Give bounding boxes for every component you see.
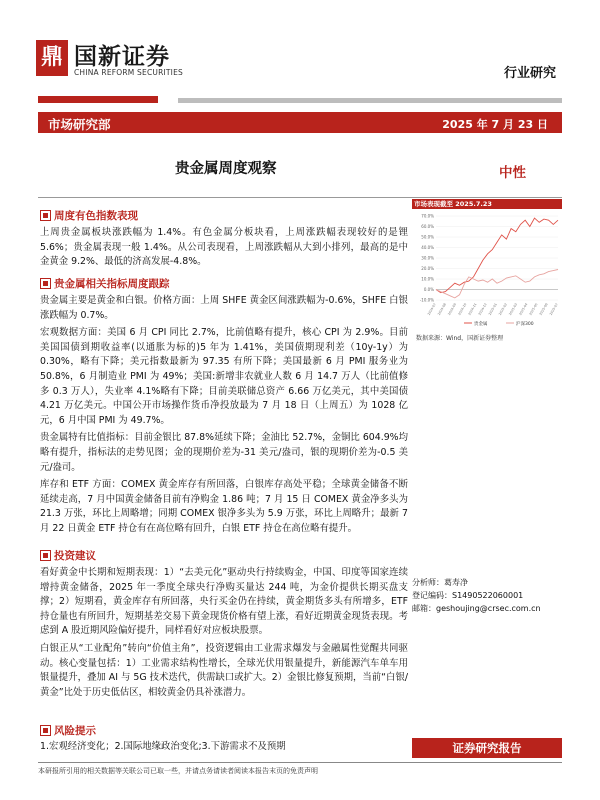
- section-heading: 投资建议: [40, 548, 408, 563]
- header-rule: [178, 98, 562, 103]
- section-marker-icon: [40, 550, 51, 561]
- analyst-email[interactable]: geshoujing@crsec.com.cn: [436, 604, 541, 613]
- y-tick-label: 60.0%: [421, 224, 434, 229]
- department-label: 市场研究部: [48, 117, 111, 132]
- x-tick-label: 2024-09: [447, 302, 458, 317]
- section-marker-icon: [40, 725, 51, 736]
- section-index-performance: [40, 208, 408, 270]
- y-tick-label: -10.0%: [419, 297, 434, 303]
- x-tick-label: 2025-07: [548, 302, 559, 317]
- x-tick-label: 2025-06: [538, 302, 549, 317]
- paragraph: 库存和 ETF 方面：COMEX 黄金库存有所回落，白银库存高处平稳；全球黄金储备不断延续走高，7 月中国黄金储备目前有净购金 1.86 吨；7 月 15 日 COMEX 黄金净多头为 21.3 万张，环比上周略增；同期 COMEX 银净多头为 5.9 万张，环比上周略升；最新 7 月 22 日黄金 ETF 持仓有在高位略有回升，白银 ETF 持仓在高位略有提升。: [40, 479, 408, 534]
- x-tick-label: 2024-08: [436, 302, 448, 317]
- analyst-email-row: 邮箱：geshoujing@crsec.com.cn: [412, 604, 541, 613]
- section-investment-advice: [40, 548, 408, 700]
- market-performance-chart: [412, 210, 562, 328]
- company-logo-mark: 鼎: [36, 40, 68, 76]
- analyst-reg-row: 登记编码：S1490522060001: [412, 591, 524, 600]
- x-tick-label: 2025-02: [497, 302, 509, 317]
- y-tick-label: 40.0%: [421, 245, 434, 250]
- chart-source: 数据来源：Wind，国新证券整理: [416, 335, 504, 342]
- x-tick-label: 2025-01: [487, 302, 498, 317]
- analyst-name-row: 分析师：葛寿净: [412, 578, 468, 587]
- paragraph: 看好黄金中长期和短期表现：1）“去美元化”驱动央行持续购金，中国、印度等国家连续增持黄金储备，2025 年一季度全球央行净购买量达 244 吨，为金价提供长期买盘支撑；2）短期看，黄金库存有所回落，央行买金仍在持续，黄金期货多头有所增多，ETF 持仓量也有所回升，短期基差交易下黄金现货价格有望上涨，看好近期黄金现货表现。考虑到 A 股近期风险偏好提升，同样看好对应板块股票。: [40, 567, 408, 637]
- footer-band: 证券研究报告: [412, 738, 562, 758]
- y-tick-label: 50.0%: [421, 234, 434, 240]
- header-accent-bar: [38, 96, 158, 103]
- rating-badge: 中性: [499, 165, 526, 181]
- x-tick-label: 2024-10: [457, 302, 468, 317]
- analyst-reg-code: S1490522060001: [452, 591, 524, 600]
- section-risk: [40, 723, 408, 755]
- x-tick-label: 2024-11: [467, 302, 478, 317]
- report-date: 2025 年 7 月 23 日: [442, 118, 548, 131]
- company-name-cn: 国新证券: [74, 44, 170, 70]
- y-tick-label: 0.0%: [423, 287, 434, 292]
- y-tick-label: 10.0%: [421, 276, 434, 282]
- chart-caption: 市场表现截至 2025.7.23: [412, 199, 562, 209]
- footer-disclaimer: 本研报所引用的相关数据等关联公司已取一些，并请点务请读者阅读本报告末页的免责声明: [38, 767, 318, 775]
- x-tick-label: 2025-04: [518, 302, 529, 317]
- paragraph: 上周贵金属板块涨跌幅为 1.4%。有色金属分板块看，上周涨跌幅表现较好的是锂 5.6%；贵金属表现一般 1.4%。从公司表现看，上周涨跌幅从大到小排列，最高的是中金黄金 9.2%、最低的济高发展-4.8%。: [40, 227, 408, 268]
- company-name-en: CHINA REFORM SECURITIES: [74, 68, 183, 77]
- x-tick-label: 2025-03: [508, 302, 519, 317]
- section-indicator-tracking: [40, 276, 408, 537]
- section-heading: 周度有色指数表现: [40, 208, 408, 223]
- section-heading: 风险提示: [40, 723, 408, 738]
- y-tick-label: 30.0%: [421, 255, 434, 261]
- section-marker-icon: [40, 278, 51, 289]
- section-marker-icon: [40, 210, 51, 221]
- paragraph: 贵金属特有比值指标：目前金银比 87.8%延续下降；金油比 52.7%，金铜比 604.9%均略有提升，指标法的走势见图；金的现期价差为-31 美元/盎司，银的现期价差为-0.5 美元/盎司。: [40, 432, 408, 473]
- paragraph: 1.宏观经济变化；2.国际地缘政治变化;3.下游需求不及预期: [40, 741, 286, 752]
- title-divider: [38, 197, 562, 198]
- y-tick-label: 20.0%: [421, 266, 434, 271]
- x-tick-label: 2024-12: [477, 302, 488, 317]
- y-tick-label: 70.0%: [421, 213, 434, 219]
- legend-label: 贵金属: [474, 322, 488, 327]
- report-type: 行业研究: [503, 66, 556, 81]
- series-line: [436, 218, 558, 293]
- legend-label: 沪深300: [516, 322, 534, 327]
- paragraph: 白银正从“工业配角”转向“价值主角”，投资逻辑由工业需求爆发与金融属性觉醒共同驱动。核心变量包括：1）工业需求结构性增长，全球光伏用银量提升，新能源汽车单车用银量提升，叠加 AI 与 5G 技术迭代，供需缺口或扩大。2）金银比修复预期，当前“白银/黄金”比处于历史低估区，相较黄金仍具补涨潜力。: [40, 642, 408, 698]
- page-title: 贵金属周度观察: [175, 161, 277, 177]
- x-tick-label: 2024-07: [426, 302, 437, 317]
- paragraph: 贵金属主要是黄金和白银。价格方面：上周 SHFE 黄金区间涨跌幅为-0.6%，SHFE 白银涨跌幅为 0.7%。: [40, 295, 408, 321]
- paragraph: 宏观数据方面：美国 6 月 CPI 同比 2.7%，比前值略有提升，核心 CPI 为 2.9%。目前美国国债到期收益率(以通胀为标的)5 年为 1.41%，美国债期现利差（10y-1y）为 0.30%，略有下降；美元指数最新为 97.35 有所下降；美国最新 6 月 PMI 服务业为 50.8%，6 月制造业 PMI 为 49%；美国:新增非农就业人数 6 月 14.7 万人（比前值修多 0.3 万人），失业率 4.1%略有下降；目前美联储总资产 6.66 万亿美元，其中美国债 4.21 万亿美元。中国公开市场操作货币净投放最为 7 月 18 日（上周五）为 1028 亿元，6 月中国 PMI 为 49.7%。: [40, 327, 408, 426]
- analyst-name: 葛寿净: [444, 578, 468, 587]
- footer-rule: [38, 762, 562, 763]
- section-heading: 贵金属相关指标周度跟踪: [40, 276, 408, 291]
- x-tick-label: 2025-05: [528, 302, 539, 317]
